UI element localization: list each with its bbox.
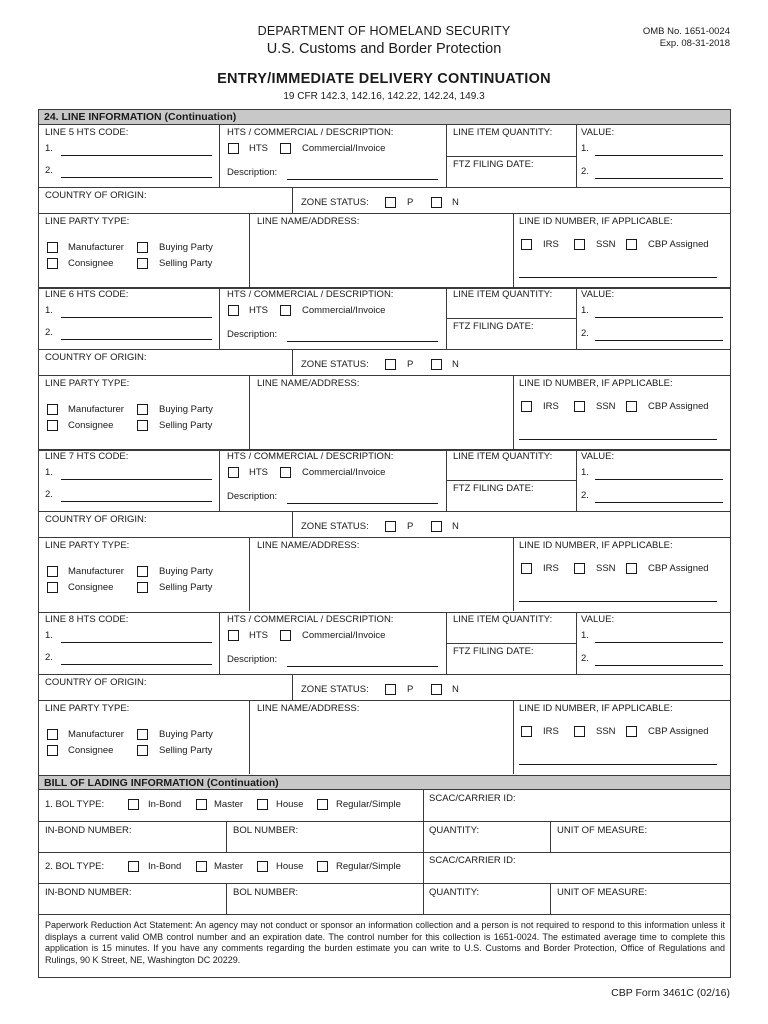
manufacturer-label: Manufacturer xyxy=(68,404,124,415)
in-bond-label: In-Bond xyxy=(148,861,182,872)
line-item-quantity-label: LINE ITEM QUANTITY: xyxy=(453,614,553,625)
description-label: Description: xyxy=(227,654,278,665)
buying-party-checkbox[interactable] xyxy=(137,566,148,577)
value-label: VALUE: xyxy=(581,127,615,138)
bill-of-lading-heading: BILL OF LADING INFORMATION (Continuation) xyxy=(39,775,730,790)
manufacturer-label: Manufacturer xyxy=(68,566,124,577)
description-field[interactable] xyxy=(287,666,438,667)
master-label: Master xyxy=(214,861,244,872)
line-id-number-label: LINE ID NUMBER, IF APPLICABLE: xyxy=(519,540,673,551)
line-name-address-label: LINE NAME/ADDRESS: xyxy=(257,216,360,227)
hts-code-label: LINE 6 HTS CODE: xyxy=(45,289,129,300)
regular-simple-checkbox[interactable] xyxy=(317,861,328,872)
zone-status-label: ZONE STATUS: xyxy=(301,197,369,208)
value-2-field[interactable] xyxy=(595,178,723,179)
country-of-origin-label: COUNTRY OF ORIGIN: xyxy=(45,352,147,363)
value-1-label: 1. xyxy=(581,305,589,316)
ssn-label: SSN xyxy=(596,239,616,250)
value-label: VALUE: xyxy=(581,614,615,625)
hts-code-1-field[interactable] xyxy=(61,642,212,643)
paperwork-reduction-statement: Paperwork Reduction Act Statement: An agency may not conduct or sponsor an information collection and a person is not required to respond to this information unless it displays a current valid OMB control number and an expiration date. The control number for this collection is 1651-0024. The estimated average time to complete this application is 15 minutes. If you have any comments regarding the burden estimate you can write to U.S. Customs and Border Protection, Office of Regulations and Rulings, 90 K Street, NE, Washington DC 20229. xyxy=(45,920,725,965)
zone-p-checkbox[interactable] xyxy=(385,197,396,208)
hts-code-2-field[interactable] xyxy=(61,177,212,178)
description-label: Description: xyxy=(227,329,278,340)
hts-description-label: HTS / COMMERCIAL / DESCRIPTION: xyxy=(227,614,394,625)
commercial-invoice-label: Commercial/Invoice xyxy=(302,305,386,316)
zone-n-label: N xyxy=(452,197,459,208)
bol-number-label: BOL NUMBER: xyxy=(233,825,299,836)
ssn-checkbox[interactable] xyxy=(574,239,585,250)
quantity-label: QUANTITY: xyxy=(429,887,480,898)
description-label: Description: xyxy=(227,167,278,178)
hts-checkbox-label: HTS xyxy=(249,143,268,154)
line-party-type-label: LINE PARTY TYPE: xyxy=(45,378,130,389)
cfr-reference: 19 CFR 142.3, 142.16, 142.22, 142.24, 149.3 xyxy=(283,91,485,102)
line-item-block xyxy=(39,612,730,774)
buying-party-checkbox[interactable] xyxy=(137,242,148,253)
zone-n-checkbox[interactable] xyxy=(431,521,442,532)
unit-of-measure-label: UNIT OF MEASURE: xyxy=(557,887,648,898)
hts-code-2-label: 2. xyxy=(45,327,53,338)
buying-party-checkbox[interactable] xyxy=(137,729,148,740)
master-checkbox[interactable] xyxy=(196,799,207,810)
ssn-label: SSN xyxy=(596,563,616,574)
cbp-assigned-label: CBP Assigned xyxy=(648,563,709,574)
irs-checkbox[interactable] xyxy=(521,239,532,250)
line-id-number-field[interactable] xyxy=(519,601,717,602)
form-title: ENTRY/IMMEDIATE DELIVERY CONTINUATION xyxy=(217,71,551,87)
value-1-field[interactable] xyxy=(595,155,723,156)
description-field[interactable] xyxy=(287,179,438,180)
zone-p-checkbox[interactable] xyxy=(385,684,396,695)
consignee-label: Consignee xyxy=(68,258,114,269)
zone-n-label: N xyxy=(452,684,459,695)
manufacturer-checkbox[interactable] xyxy=(47,404,58,415)
house-checkbox[interactable] xyxy=(257,799,268,810)
buying-party-checkbox[interactable] xyxy=(137,404,148,415)
ssn-checkbox[interactable] xyxy=(574,401,585,412)
consignee-checkbox[interactable] xyxy=(47,745,58,756)
hts-code-1-label: 1. xyxy=(45,467,53,478)
ftz-filing-date-label: FTZ FILING DATE: xyxy=(453,646,534,657)
hts-code-1-label: 1. xyxy=(45,305,53,316)
commercial-invoice-checkbox[interactable] xyxy=(280,467,291,478)
selling-party-label: Selling Party xyxy=(159,745,213,756)
hts-checkbox[interactable] xyxy=(228,467,239,478)
ssn-checkbox[interactable] xyxy=(574,726,585,737)
hts-code-1-label: 1. xyxy=(45,143,53,154)
department-name: DEPARTMENT OF HOMELAND SECURITY xyxy=(257,24,511,38)
hts-description-label: HTS / COMMERCIAL / DESCRIPTION: xyxy=(227,451,394,462)
manufacturer-checkbox[interactable] xyxy=(47,242,58,253)
country-of-origin-label: COUNTRY OF ORIGIN: xyxy=(45,677,147,688)
line-item-quantity-label: LINE ITEM QUANTITY: xyxy=(453,127,553,138)
line-item-block xyxy=(39,287,730,449)
house-label: House xyxy=(276,799,304,810)
bol-number-label: BOL NUMBER: xyxy=(233,887,299,898)
hts-checkbox[interactable] xyxy=(228,305,239,316)
manufacturer-checkbox[interactable] xyxy=(47,566,58,577)
hts-checkbox[interactable] xyxy=(228,143,239,154)
line-name-address-label: LINE NAME/ADDRESS: xyxy=(257,703,360,714)
irs-label: IRS xyxy=(543,401,559,412)
bol-entry-block xyxy=(39,852,730,914)
ftz-filing-date-label: FTZ FILING DATE: xyxy=(453,321,534,332)
agency-name: U.S. Customs and Border Protection xyxy=(266,41,502,57)
hts-code-1-label: 1. xyxy=(45,630,53,641)
irs-label: IRS xyxy=(543,726,559,737)
consignee-checkbox[interactable] xyxy=(47,420,58,431)
buying-party-label: Buying Party xyxy=(159,566,213,577)
commercial-invoice-checkbox[interactable] xyxy=(280,143,291,154)
manufacturer-label: Manufacturer xyxy=(68,242,124,253)
line-id-number-label: LINE ID NUMBER, IF APPLICABLE: xyxy=(519,216,673,227)
zone-n-checkbox[interactable] xyxy=(431,684,442,695)
cbp-assigned-label: CBP Assigned xyxy=(648,239,709,250)
line-name-address-label: LINE NAME/ADDRESS: xyxy=(257,378,360,389)
selling-party-checkbox[interactable] xyxy=(137,258,148,269)
manufacturer-checkbox[interactable] xyxy=(47,729,58,740)
in-bond-checkbox[interactable] xyxy=(128,861,139,872)
country-of-origin-label: COUNTRY OF ORIGIN: xyxy=(45,514,147,525)
scac-carrier-id-label: SCAC/CARRIER ID: xyxy=(429,793,516,804)
zone-n-label: N xyxy=(452,359,459,370)
selling-party-checkbox[interactable] xyxy=(137,582,148,593)
ssn-label: SSN xyxy=(596,726,616,737)
value-2-field[interactable] xyxy=(595,502,723,503)
irs-checkbox[interactable] xyxy=(521,401,532,412)
selling-party-label: Selling Party xyxy=(159,258,213,269)
value-1-field[interactable] xyxy=(595,479,723,480)
in-bond-checkbox[interactable] xyxy=(128,799,139,810)
zone-n-checkbox[interactable] xyxy=(431,359,442,370)
line-name-address-label: LINE NAME/ADDRESS: xyxy=(257,540,360,551)
buying-party-label: Buying Party xyxy=(159,242,213,253)
house-checkbox[interactable] xyxy=(257,861,268,872)
hts-checkbox-label: HTS xyxy=(249,467,268,478)
line-information-heading: 24. LINE INFORMATION (Continuation) xyxy=(39,110,730,125)
selling-party-label: Selling Party xyxy=(159,420,213,431)
omb-number: OMB No. 1651-0024 xyxy=(642,26,730,37)
unit-of-measure-label: UNIT OF MEASURE: xyxy=(557,825,648,836)
hts-code-2-field[interactable] xyxy=(61,664,212,665)
hts-code-2-label: 2. xyxy=(45,652,53,663)
line-id-number-label: LINE ID NUMBER, IF APPLICABLE: xyxy=(519,703,673,714)
form-number: CBP Form 3461C (02/16) xyxy=(611,987,730,999)
hts-code-label: LINE 5 HTS CODE: xyxy=(45,127,129,138)
value-2-field[interactable] xyxy=(595,340,723,341)
master-checkbox[interactable] xyxy=(196,861,207,872)
regular-simple-checkbox[interactable] xyxy=(317,799,328,810)
value-label: VALUE: xyxy=(581,289,615,300)
bol-type-label: 1. BOL TYPE: xyxy=(45,799,105,810)
scac-carrier-id-label: SCAC/CARRIER ID: xyxy=(429,855,516,866)
zone-p-label: P xyxy=(407,521,414,532)
hts-code-1-field[interactable] xyxy=(61,317,212,318)
value-2-label: 2. xyxy=(581,490,589,501)
value-1-label: 1. xyxy=(581,143,589,154)
value-1-field[interactable] xyxy=(595,317,723,318)
value-2-label: 2. xyxy=(581,166,589,177)
irs-label: IRS xyxy=(543,563,559,574)
zone-p-label: P xyxy=(407,197,414,208)
description-field[interactable] xyxy=(287,503,438,504)
line-id-number-field[interactable] xyxy=(519,439,717,440)
hts-checkbox-label: HTS xyxy=(249,630,268,641)
value-1-field[interactable] xyxy=(595,642,723,643)
hts-code-label: LINE 7 HTS CODE: xyxy=(45,451,129,462)
house-label: House xyxy=(276,861,304,872)
ssn-checkbox[interactable] xyxy=(574,563,585,574)
bol-type-label: 2. BOL TYPE: xyxy=(45,861,105,872)
zone-n-checkbox[interactable] xyxy=(431,197,442,208)
consignee-label: Consignee xyxy=(68,420,114,431)
irs-label: IRS xyxy=(543,239,559,250)
line-item-quantity-label: LINE ITEM QUANTITY: xyxy=(453,289,553,300)
hts-code-2-label: 2. xyxy=(45,165,53,176)
cbp-assigned-label: CBP Assigned xyxy=(648,401,709,412)
consignee-checkbox[interactable] xyxy=(47,258,58,269)
hts-code-2-field[interactable] xyxy=(61,501,212,502)
hts-code-1-field[interactable] xyxy=(61,479,212,480)
zone-p-label: P xyxy=(407,684,414,695)
commercial-invoice-checkbox[interactable] xyxy=(280,630,291,641)
hts-checkbox-label: HTS xyxy=(249,305,268,316)
hts-code-2-field[interactable] xyxy=(61,339,212,340)
value-2-label: 2. xyxy=(581,653,589,664)
value-2-label: 2. xyxy=(581,328,589,339)
commercial-invoice-label: Commercial/Invoice xyxy=(302,630,386,641)
consignee-label: Consignee xyxy=(68,745,114,756)
irs-checkbox[interactable] xyxy=(521,726,532,737)
irs-checkbox[interactable] xyxy=(521,563,532,574)
hts-code-2-label: 2. xyxy=(45,489,53,500)
ftz-filing-date-label: FTZ FILING DATE: xyxy=(453,159,534,170)
line-id-number-field[interactable] xyxy=(519,764,717,765)
cbp-assigned-checkbox[interactable] xyxy=(626,239,637,250)
commercial-invoice-label: Commercial/Invoice xyxy=(302,467,386,478)
hts-code-label: LINE 8 HTS CODE: xyxy=(45,614,129,625)
zone-p-label: P xyxy=(407,359,414,370)
line-item-quantity-label: LINE ITEM QUANTITY: xyxy=(453,451,553,462)
line-item-block xyxy=(39,125,730,287)
in-bond-number-label: IN-BOND NUMBER: xyxy=(45,887,132,898)
buying-party-label: Buying Party xyxy=(159,404,213,415)
omb-expiration: Exp. 08-31-2018 xyxy=(659,38,730,49)
commercial-invoice-label: Commercial/Invoice xyxy=(302,143,386,154)
cbp-assigned-checkbox[interactable] xyxy=(626,563,637,574)
value-1-label: 1. xyxy=(581,467,589,478)
zone-p-checkbox[interactable] xyxy=(385,359,396,370)
zone-status-label: ZONE STATUS: xyxy=(301,521,369,532)
description-label: Description: xyxy=(227,491,278,502)
line-party-type-label: LINE PARTY TYPE: xyxy=(45,216,130,227)
description-field[interactable] xyxy=(287,341,438,342)
commercial-invoice-checkbox[interactable] xyxy=(280,305,291,316)
buying-party-label: Buying Party xyxy=(159,729,213,740)
ssn-label: SSN xyxy=(596,401,616,412)
regular-simple-label: Regular/Simple xyxy=(336,799,401,810)
line-item-block xyxy=(39,449,730,611)
continuation-form xyxy=(38,109,731,978)
zone-status-label: ZONE STATUS: xyxy=(301,684,369,695)
bol-entry-block xyxy=(39,790,730,852)
selling-party-checkbox[interactable] xyxy=(137,420,148,431)
zone-status-label: ZONE STATUS: xyxy=(301,359,369,370)
zone-n-label: N xyxy=(452,521,459,532)
selling-party-label: Selling Party xyxy=(159,582,213,593)
hts-code-1-field[interactable] xyxy=(61,155,212,156)
value-label: VALUE: xyxy=(581,451,615,462)
quantity-label: QUANTITY: xyxy=(429,825,480,836)
consignee-label: Consignee xyxy=(68,582,114,593)
value-2-field[interactable] xyxy=(595,665,723,666)
cbp-assigned-label: CBP Assigned xyxy=(648,726,709,737)
hts-checkbox[interactable] xyxy=(228,630,239,641)
cbp-assigned-checkbox[interactable] xyxy=(626,401,637,412)
line-party-type-label: LINE PARTY TYPE: xyxy=(45,703,130,714)
master-label: Master xyxy=(214,799,244,810)
regular-simple-label: Regular/Simple xyxy=(336,861,401,872)
line-id-number-field[interactable] xyxy=(519,277,717,278)
in-bond-number-label: IN-BOND NUMBER: xyxy=(45,825,132,836)
ftz-filing-date-label: FTZ FILING DATE: xyxy=(453,483,534,494)
line-id-number-label: LINE ID NUMBER, IF APPLICABLE: xyxy=(519,378,673,389)
hts-description-label: HTS / COMMERCIAL / DESCRIPTION: xyxy=(227,127,394,138)
omb-info xyxy=(643,26,730,50)
consignee-checkbox[interactable] xyxy=(47,582,58,593)
value-1-label: 1. xyxy=(581,630,589,641)
selling-party-checkbox[interactable] xyxy=(137,745,148,756)
cbp-assigned-checkbox[interactable] xyxy=(626,726,637,737)
in-bond-label: In-Bond xyxy=(148,799,182,810)
zone-p-checkbox[interactable] xyxy=(385,521,396,532)
hts-description-label: HTS / COMMERCIAL / DESCRIPTION: xyxy=(227,289,394,300)
line-party-type-label: LINE PARTY TYPE: xyxy=(45,540,130,551)
country-of-origin-label: COUNTRY OF ORIGIN: xyxy=(45,190,147,201)
manufacturer-label: Manufacturer xyxy=(68,729,124,740)
